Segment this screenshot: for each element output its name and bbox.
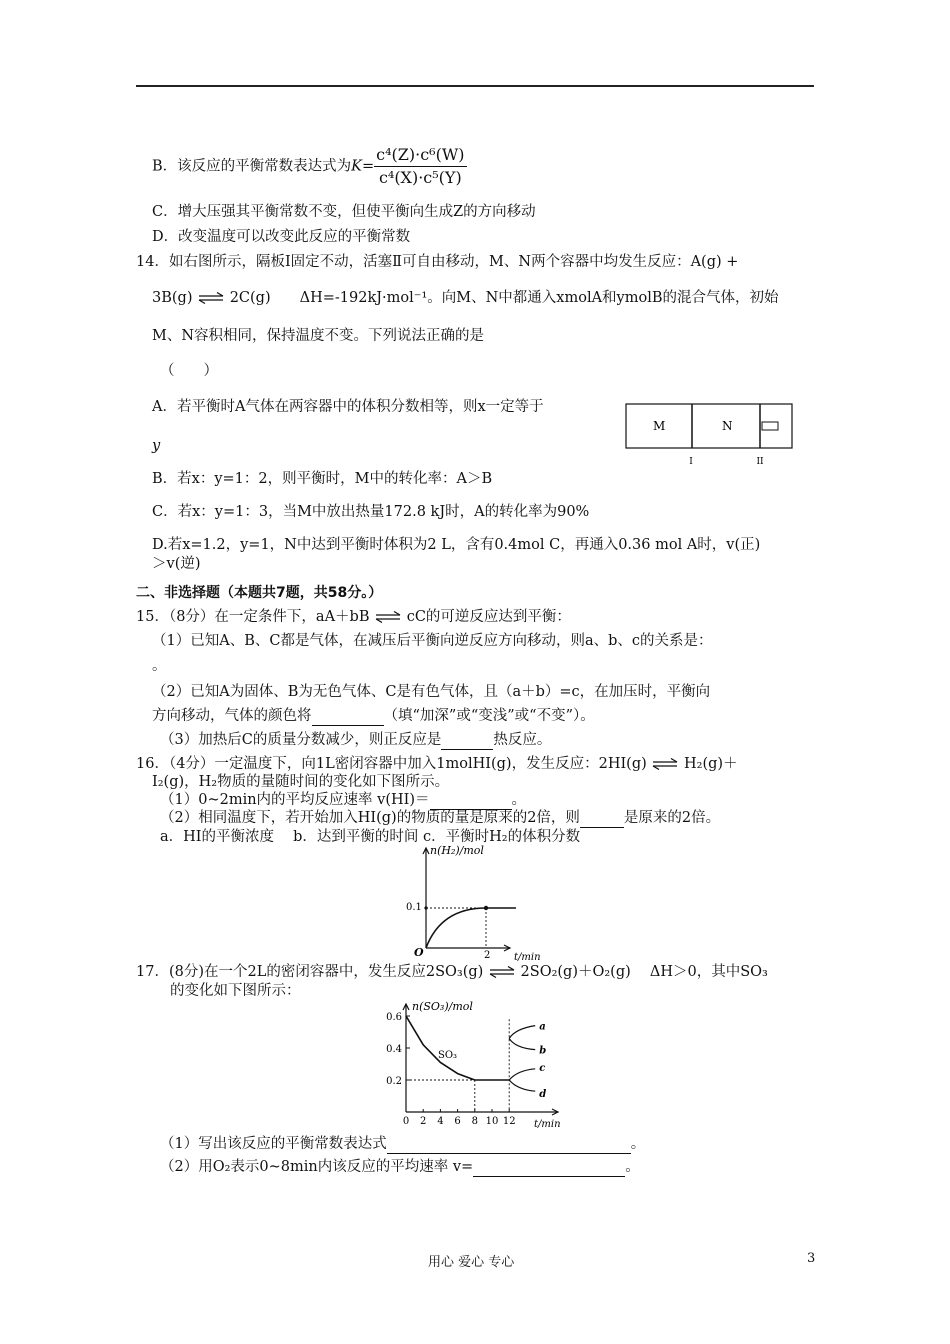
q16-choices: a．HI的平衡浓度 b．达到平衡的时间 c．平衡时H₂的体积分数 [160,829,581,845]
q15-part1: （1）已知A、B、C都是气体，在减压后平衡向逆反应方向移动，则a、b、c的关系是： [152,633,713,649]
chart17-x-tick-label: 4 [437,1116,444,1127]
chart17-branch-label: c [539,1063,546,1075]
chart16-series-line [426,908,516,948]
chart17-plot [406,1016,546,1100]
partition-label-II: II [756,457,764,467]
q14-stem-line1: 14．如右图所示，隔板Ⅰ固定不动，活塞Ⅱ可自由移动，M、N两个容器中均发生反应：A(g) + [136,254,739,270]
chart17-x-tick-label: 12 [502,1116,516,1127]
q15-part2: （2）已知A为固体、B为无色气体、C是有色气体，且（a＋b）=c，在加压时，平衡向 [152,684,711,700]
q17-part1-end: 。 [630,1136,646,1152]
q15-part3-a: （3）加热后C的质量分数减少，则正反应是 [160,732,442,748]
q17-part2-blank[interactable] [473,1158,625,1177]
chart17-x-tick-label: 6 [454,1116,461,1127]
equilibrium-arrow-icon [197,292,225,304]
equilibrium-arrow-icon [374,611,402,623]
q14-stem-line3: M、N容积相同，保持温度不变。下列说法正确的是 [152,328,485,344]
q16-part1-end: 。 [511,792,527,808]
chart17-branch-label: b [539,1045,547,1057]
chart16-axes [423,848,510,951]
q17-stem-b: 2SO₂(g)＋O₂(g) ΔH＞0，其中SO₃ [520,964,768,980]
piston-rod [762,422,778,430]
q16-stem-a: 16．（4分）一定温度下，向1L密闭容器中加入1molHI(g)，发生反应：2HI(g) [136,756,647,772]
chart16-plot [424,906,516,948]
partition-label-I: I [689,457,693,467]
q14-option-d: D.若x=1.2，y=1，N中达到平衡时体积为2 L，含有0.4mol C，再通入0.36 mol A时，v(正) [152,537,761,553]
chart17-series-label: SO₃ [438,1050,458,1061]
so3-amount-chart [378,996,574,1132]
q17-part2 [160,1158,640,1177]
chart16-y-label: n(H₂)/mol [430,844,484,857]
q16-part2 [160,809,720,828]
chart16-y-tick: 0.1 [406,902,422,913]
chart17-y-tick-label: 0.6 [386,1012,402,1023]
chart17-x-tick-label: 8 [471,1116,478,1127]
equilibrium-arrow-icon [488,966,516,978]
q14-option-b: B．若x：y=1：2，则平衡时，M中的转化率：A＞B [152,471,493,487]
q14-answer-paren: （ ） [160,363,218,379]
chart17-x-tick-label: 0 [402,1116,410,1127]
chart17-branch-line [509,1038,535,1049]
q13-option-d: D．改变温度可以改变此反应的平衡常数 [152,229,411,245]
q16-part2-a: （2）相同温度下，若开始加入HI(g)的物质的量是原来的2倍，则 [160,810,580,826]
q14-option-c: C．若x：y=1：3，当M中放出热量172.8 kJ时，A的转化率为90% [152,504,590,520]
equilibrium-constant-fraction [374,146,466,187]
q13-option-c: C．增大压强其平衡常数不变，但使平衡向生成Z的方向移动 [152,204,536,220]
chart17-branch-line [509,1080,535,1091]
footer-text: 用心 爱心 专心 [428,1255,515,1270]
chart16-x-label: t/min [514,952,541,963]
q17-part2-end: 。 [625,1159,640,1175]
chart16-x-tick: 2 [484,950,491,961]
q15-stem-a: 15．（8分）在一定条件下，aA＋bB [136,609,370,625]
chart17-y-tick-label: 0.4 [386,1044,402,1055]
q15-stem [136,608,571,626]
q13-k-symbol: K= [351,158,375,175]
chart17-y-label: n(SO₃)/mol [412,1000,473,1013]
container-figure [620,400,800,470]
q16-stem-line2: I₂(g)，H₂物质的量随时间的变化如下图所示。 [152,774,450,790]
container-label-m: M [653,419,666,433]
q17-stem [136,963,768,981]
q16-part1-blank[interactable] [430,791,512,810]
chart17-series-line [406,1016,509,1080]
q15-part3 [160,731,551,750]
q15-part1-end: 。 [152,658,167,674]
q14-reactants: 3B(g) [152,290,193,306]
q16-part2-blank[interactable] [580,809,624,828]
q14-option-a: A．若平衡时A气体在两容器中的体积分数相等，则x一定等于 [152,399,544,415]
h2-amount-chart [398,842,558,968]
q17-part1-blank[interactable] [387,1135,631,1154]
q15-part2-a: 方向移动，气体的颜色将 [152,708,312,724]
q17-part2-text: （2）用O₂表示0~8min内该反应的平均速率 v= [160,1159,474,1175]
fraction-numerator: c⁴(Z)·c⁶(W) [374,146,466,167]
q17-stem-line2: 的变化如下图所示： [170,983,301,999]
q16-part1 [160,791,526,810]
chart16-y-marker [424,906,427,909]
chart16-point [484,906,488,910]
q15-part3-b: 热反应。 [493,732,552,748]
chart17-axes [403,1004,558,1115]
chart17-branch-label: d [539,1088,547,1100]
container-label-n: N [722,419,733,433]
q16-stem [136,755,738,773]
chart17-branch-line [509,1069,535,1080]
q14-option-d-cont: ＞v(逆) [152,556,201,572]
container-outline [626,404,792,448]
q16-stem-b: H₂(g)＋ [684,756,738,772]
q15-part2-cont [152,707,595,726]
q16-part1-text: （1）0~2min内的平均反应速率 v(HI)＝ [160,792,430,808]
q17-part1-text: （1）写出该反应的平衡常数表达式 [160,1136,387,1152]
q15-part3-blank[interactable] [441,731,493,750]
chart17-x-tick-label: 2 [420,1116,427,1127]
chart17-branch-line [509,1026,535,1039]
q17-stem-a: 17．(8分)在一个2L的密闭容器中，发生反应2SO₃(g) [136,964,484,980]
chart17-branch-label: a [539,1021,546,1033]
section-heading: 二、非选择题（本题共7题，共58分。） [136,585,383,601]
q15-answer-blank[interactable] [312,707,384,726]
q14-products: 2C(g) ΔH=-192kJ·mol⁻¹。向M、N中都通入xmolA和ymolB的混合气体，初始 [229,290,779,306]
q13-option-b-text: B．该反应的平衡常数表达式为 [152,158,352,175]
q14-option-a-cont: y [152,438,161,454]
q14-stem-line2 [152,289,779,307]
q16-part2-b: 是原来的2倍。 [623,810,721,826]
q15-stem-b: cC的可逆反应达到平衡： [406,609,571,625]
fraction-denominator: c⁴(X)·c⁵(Y) [378,168,462,187]
page-number: 3 [807,1251,816,1266]
chart17-y-tick-label: 0.2 [386,1076,402,1087]
q15-part2-b: （填“加深”或“变浅”或“不变”）。 [383,708,595,724]
equilibrium-arrow-icon [651,758,679,770]
q13-option-b [152,146,467,187]
chart17-x-label: t/min [534,1119,561,1130]
q17-part1 [160,1135,645,1154]
chart17-x-tick-label: 10 [485,1116,499,1127]
header-rule [136,85,814,87]
chart16-origin: O [414,946,424,959]
